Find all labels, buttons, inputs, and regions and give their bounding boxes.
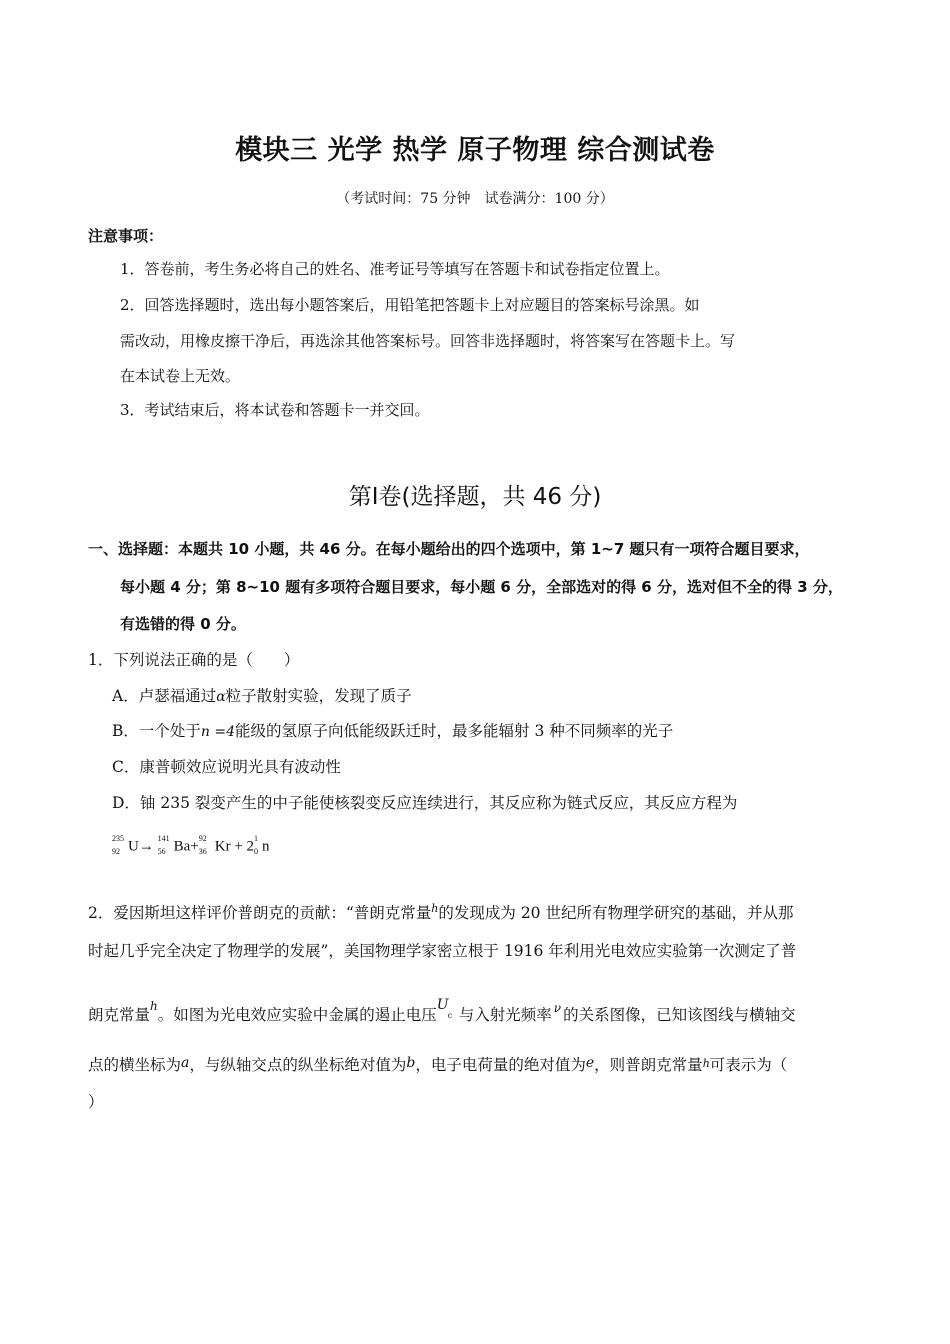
kr-mass-number: 92 — [198, 834, 207, 843]
h-symbol: h — [431, 901, 439, 915]
q2-text: ，电子电荷量的绝对值为 — [415, 1056, 586, 1074]
neutron-coefficient: 2 — [246, 838, 255, 855]
question-1-option-a[interactable] — [112, 684, 412, 706]
q2-text: ，则普朗克常量 — [594, 1056, 703, 1074]
q2-text: 可表示为（ — [709, 1056, 788, 1074]
question-1-option-c[interactable]: C．康普顿效应说明光具有波动性 — [112, 758, 341, 776]
h-symbol: h — [150, 999, 158, 1013]
n-mass-number: 1 — [254, 834, 259, 843]
option-b-post: 能级的氢原子向低能级跃迁时，最多能辐射 3 种不同频率的光子 — [235, 722, 674, 740]
ba-mass-number: 141 — [157, 834, 170, 843]
notice-item-3: 3．考试结束后，将本试卷和答题卡一并交回。 — [120, 401, 430, 419]
alpha-symbol: α — [216, 689, 226, 705]
question-1-option-d[interactable]: D．铀 235 裂变产生的中子能使核裂变反应连续进行，其反应称为链式反应，其反应方程为 — [112, 794, 738, 812]
ba-symbol: Ba — [173, 838, 191, 855]
q2-text: 与入射光频率 — [458, 1006, 552, 1024]
b-symbol: b — [406, 1055, 416, 1071]
nu-symbol: ν — [553, 1001, 562, 1015]
u-mass-number: 235 — [112, 834, 124, 843]
question-2-line-3 — [88, 997, 796, 1025]
notice-item-2a: 2．回答选择题时，选出每小题答案后，用铅笔把答题卡上对应题目的答案标号涂黑。如 — [120, 296, 700, 314]
q2-text: 的关系图像，已知该图线与横轴交 — [563, 1006, 796, 1024]
u-atomic-number: 92 — [112, 847, 120, 856]
e-symbol: e — [585, 1055, 595, 1071]
plus-sign: + — [234, 838, 243, 855]
a-symbol: a — [181, 1055, 190, 1071]
notice-item-2c: 在本试卷上无效。 — [120, 367, 241, 385]
option-b-pre: B．一个处于 — [112, 722, 201, 740]
option-a-post: 粒子散射实验，发现了质子 — [225, 687, 412, 705]
q2-text: 。如图为光电效应实验中金属的遏止电压 — [157, 1006, 437, 1024]
neutron-symbol: n — [262, 838, 270, 855]
notice-item-1: 1．答卷前，考生务必将自己的姓名、准考证号等填写在答题卡和试卷指定位置上。 — [120, 260, 670, 278]
ba-atomic-number: 56 — [157, 847, 166, 856]
plus-sign: + — [190, 838, 199, 855]
q2-text: 朗克常量 — [88, 1006, 151, 1024]
h-symbol: h — [702, 1057, 710, 1070]
question-1-option-b[interactable] — [112, 719, 673, 741]
page-title: 模块三 光学 热学 原子物理 综合测试卷 — [235, 135, 715, 166]
reaction-arrow: → — [138, 838, 154, 855]
notice-heading: 注意事项： — [88, 227, 164, 245]
q2-text: 2．爱因斯坦这样评价普朗克的贡献：“普朗克常量 — [88, 904, 432, 922]
option-a-pre: A．卢瑟福通过 — [112, 687, 217, 705]
exam-info: （考试时间：75 分钟 试卷满分：100 分） — [336, 191, 614, 207]
kr-symbol: Kr — [214, 838, 231, 855]
question-2-line-1 — [88, 901, 793, 923]
question-1-stem: 1．下列说法正确的是（ ） — [88, 651, 300, 669]
notice-item-2b: 需改动，用橡皮擦干净后，再选涂其他答案标号。回答非选择题时，将答案写在答题卡上。写 — [120, 332, 736, 350]
stopping-voltage-symbol — [436, 997, 459, 1020]
section-instruction-3: 有选错的得 0 分。 — [120, 615, 246, 633]
n-equals-symbol: n =4 — [200, 724, 236, 740]
section-instruction-2: 每小题 4 分；第 8~10 题有多项符合题目要求，每小题 6 分，全部选对的得 6 分，选对但不全的得 3 分， — [120, 578, 843, 596]
c-subscript: c — [447, 1011, 453, 1020]
question-2-line-4 — [88, 1053, 787, 1075]
n-atomic-number: 0 — [254, 847, 259, 856]
u-symbol: U — [128, 838, 139, 855]
q2-text: ，与纵轴交点的纵坐标绝对值为 — [189, 1056, 407, 1074]
fission-equation — [112, 836, 270, 858]
q2-text: 点的横坐标为 — [88, 1056, 182, 1074]
question-2-line-2: 时起几乎完全决定了物理学的发展”，美国物理学家密立根于 1916 年利用光电效应实验第一次测定了普 — [88, 942, 797, 960]
kr-atomic-number: 36 — [198, 847, 207, 856]
section-title: 第Ⅰ卷(选择题，共 46 分) — [348, 484, 602, 510]
section-instruction-1: 一、选择题：本题共 10 小题，共 46 分。在每小题给出的四个选项中，第 1~7 题只有一项符合题目要求， — [88, 540, 810, 558]
u-letter: U — [436, 997, 449, 1013]
q2-text: 的发现成为 20 世纪所有物理学研究的基础，并从那 — [438, 904, 794, 922]
question-2-line-5: ） — [88, 1093, 104, 1111]
